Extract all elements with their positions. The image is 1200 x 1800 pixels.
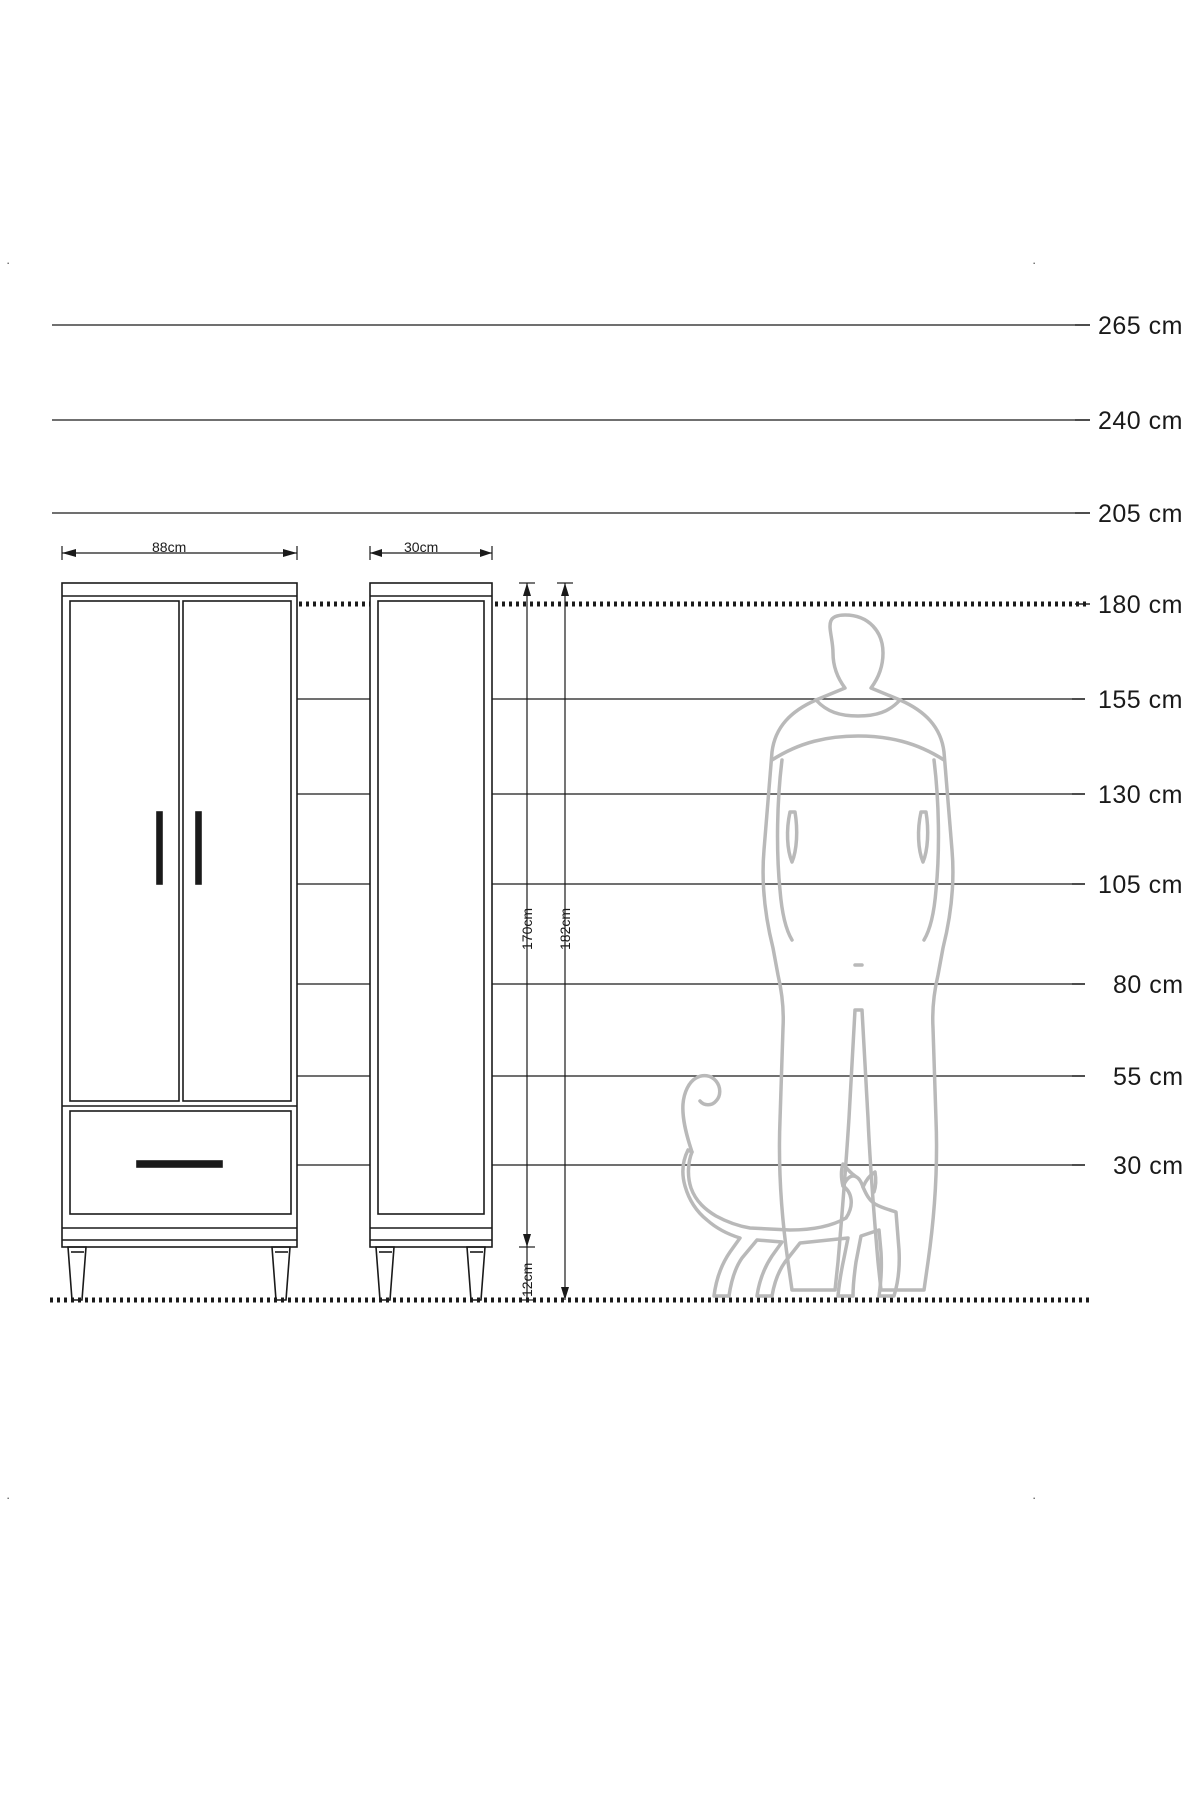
width-label-88: 88cm bbox=[152, 539, 187, 555]
scale-label-265: 265 cm bbox=[1098, 312, 1183, 340]
human-shoulder-line bbox=[772, 736, 944, 760]
scale-label-30: 30 cm bbox=[1113, 1152, 1184, 1180]
height-label-12: 12cm bbox=[519, 1262, 535, 1297]
corner-mark-bottom-right: · bbox=[1032, 1490, 1037, 1505]
human-silhouette bbox=[763, 615, 953, 1290]
height-label-182: 182cm bbox=[557, 907, 573, 950]
wardrobe-handle-right bbox=[196, 812, 201, 884]
width-label-30: 30cm bbox=[404, 539, 439, 555]
corner-mark-top-right: · bbox=[1032, 255, 1037, 270]
scale-label-205: 205 cm bbox=[1098, 500, 1183, 528]
corner-mark-bottom-left: · bbox=[6, 1490, 11, 1505]
scale-tick-marks bbox=[1072, 325, 1090, 1165]
cat-tail bbox=[683, 1076, 720, 1152]
bookcase-leg-left bbox=[376, 1247, 394, 1300]
scale-label-180: 180 cm bbox=[1098, 591, 1183, 619]
scale-label-155: 155 cm bbox=[1098, 686, 1183, 714]
bookcase-body bbox=[370, 583, 492, 1247]
scale-label-105: 105 cm bbox=[1098, 871, 1183, 899]
human-neck-line bbox=[816, 700, 900, 716]
human-hand-left bbox=[788, 812, 797, 862]
wardrobe-cabinet bbox=[62, 583, 297, 1300]
height-label-170: 170cm bbox=[519, 907, 535, 950]
scale-label-55: 55 cm bbox=[1113, 1063, 1184, 1091]
wardrobe-leg-right bbox=[272, 1247, 290, 1300]
wardrobe-leg-left bbox=[68, 1247, 86, 1300]
tall-bookcase bbox=[370, 583, 492, 1300]
wardrobe-handle-left bbox=[157, 812, 162, 884]
corner-mark-top-left: · bbox=[6, 255, 11, 270]
scale-label-130: 130 cm bbox=[1098, 781, 1183, 809]
bookcase-leg-right bbox=[467, 1247, 485, 1300]
wardrobe-drawer-handle bbox=[137, 1161, 222, 1167]
scale-label-80: 80 cm bbox=[1113, 971, 1184, 999]
human-hand-right bbox=[919, 812, 928, 862]
scale-label-240: 240 cm bbox=[1098, 407, 1183, 435]
